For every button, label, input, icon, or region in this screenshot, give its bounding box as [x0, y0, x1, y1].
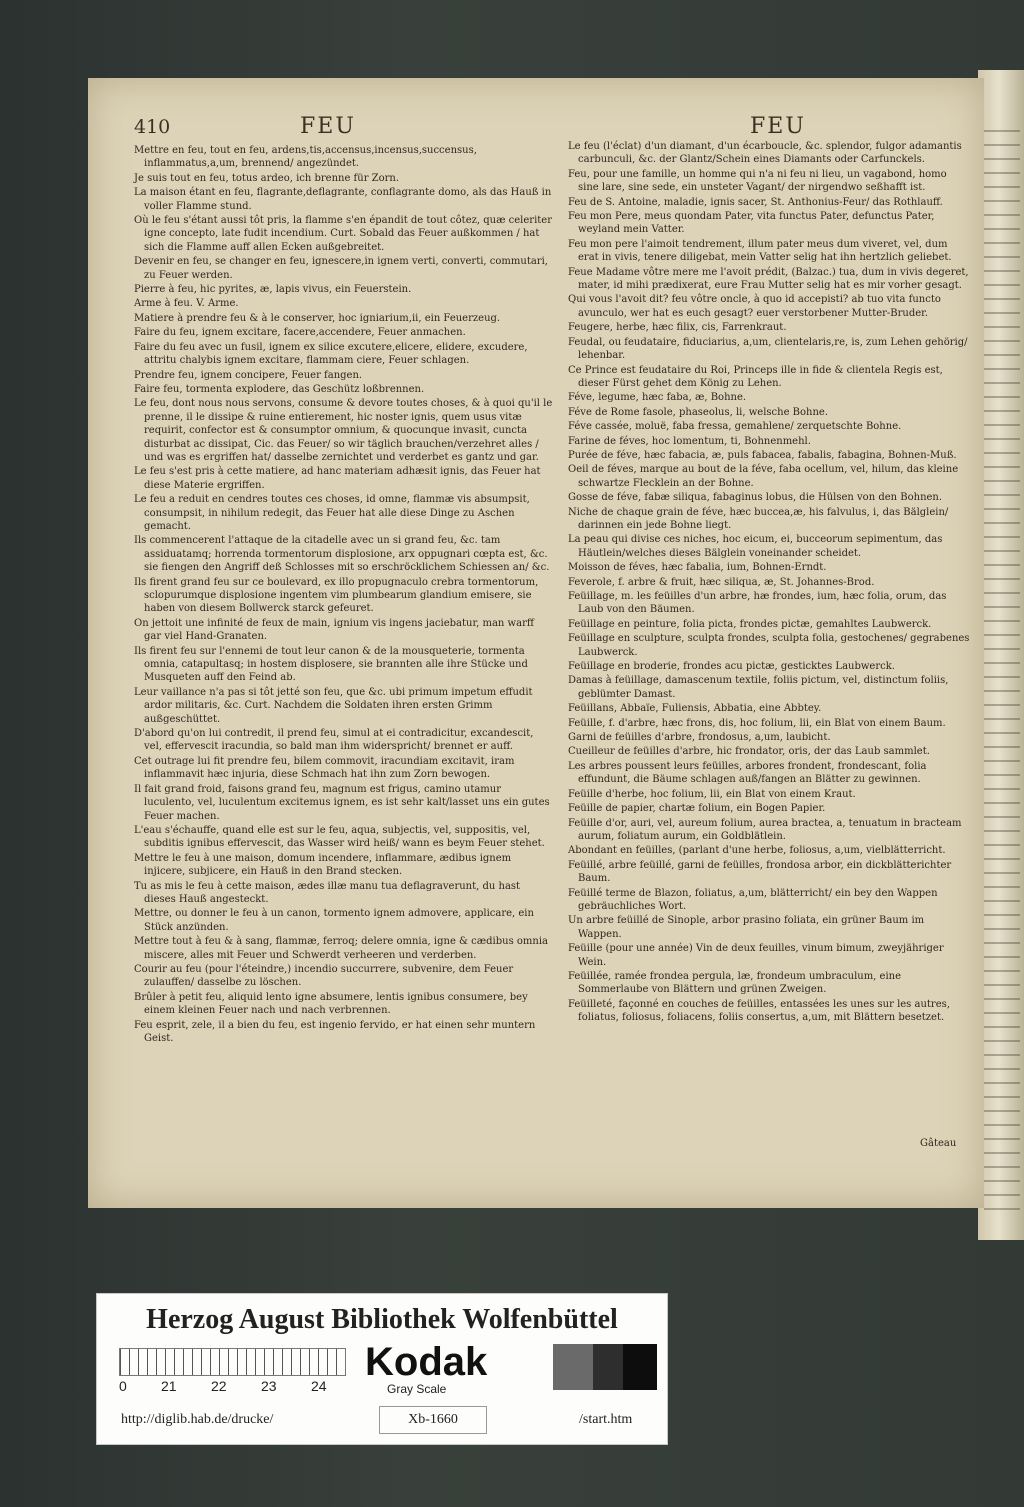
dictionary-entry: Ce Prince est feudataire du Roi, Princeps ille in fide & clientela Regis est, dieser Fürst gehet dem König zu Lehen.	[568, 364, 943, 389]
dictionary-entry: Niche de chaque grain de féve, hæc buccea,æ, his falvulus, i, das Bälglein/ darinnen ein jede Bohne liegt.	[568, 506, 949, 531]
dictionary-entry: D'abord qu'on lui contredit, il prend feu, simul at ei contradicitur, excandescit, vel, effervescit iracundia, so bald man ihm widerspricht/ brennet er auff.	[134, 728, 534, 753]
facing-page-text-edge	[984, 130, 1020, 1210]
dictionary-entry: Feugere, herbe, hæc filix, cis, Farrenkraut.	[568, 322, 787, 334]
dictionary-entry: Le feu a reduit en cendres toutes ces choses, id omne, flammæ vis absumpsit, consumpsit, in nihilum redegit, das Feuer hat alle diese Dinge zu Aschen gemacht.	[134, 494, 530, 532]
ruler-number: 23	[261, 1378, 277, 1394]
dictionary-entry: Feüille d'herbe, hoc folium, lii, ein Blat von einem Kraut.	[568, 788, 856, 800]
dictionary-entry: Purée de féve, hæc fabacia, æ, puls fabacea, fabalis, fabagina, Bohnen-Muß.	[568, 449, 957, 461]
dictionary-entry: Feüillage en peinture, folia picta, frondes pictæ, gemahltes Laubwerck.	[568, 618, 932, 630]
dictionary-entry: Mettre en feu, tout en feu, ardens,tis,accensus,incensus,succensus, inflammatus,a,um, brennend/ angezündet.	[134, 145, 477, 170]
dictionary-entry: Mettre, ou donner le feu à un canon, tormento ignem admovere, applicare, ein Stück anzünden.	[134, 908, 534, 933]
shelfmark: Xb-1660	[379, 1406, 487, 1434]
dictionary-entry: Abondant en feüilles, (parlant d'une herbe, foliosus, a,um, vielblätterricht.	[568, 845, 946, 857]
dictionary-entry: Ils firent feu sur l'ennemi de tout leur canon & de la mousqueterie, tormenta omnia, catapultasq; in hostem displosere, sie brannten alle ihre Stücke und Musqueten auff den Feind ab.	[134, 645, 528, 684]
dictionary-entry: Gosse de féve, fabæ siliqua, fabaginus lobus, die Hülsen von den Bohnen.	[568, 492, 943, 504]
right-column-entries	[568, 140, 970, 1026]
dictionary-entry: Damas à feüillage, damascenum textile, foliis pictum, vel, distinctum foliis, geblümter Damast.	[568, 675, 949, 700]
dictionary-entry: Farine de féves, hoc lomentum, ti, Bohnenmehl.	[568, 435, 811, 447]
gray-patch-dark	[593, 1344, 623, 1390]
dictionary-entry: Feu esprit, zele, il a bien du feu, est ingenio fervido, er hat einen sehr muntern Geist.	[134, 1019, 536, 1044]
dictionary-entry: Moisson de féves, hæc fabalia, ium, Bohnen-Erndt.	[568, 562, 827, 574]
running-head-right: FEU	[750, 114, 806, 139]
dictionary-entry: Féve de Rome fasole, phaseolus, li, welsche Bohne.	[568, 406, 829, 418]
running-head-left: FEU	[300, 114, 356, 139]
dictionary-entry: La peau qui divise ces niches, hoc eicum, ei, bucceorum sepimentum, das Häutlein/welches dieses Bälglein voneinander scheidet.	[568, 534, 943, 559]
dictionary-entry: Feüillée, ramée frondea pergula, læ, frondeum umbraculum, eine Sommerlaube von Blättern und grünen Zweigen.	[568, 970, 902, 996]
dictionary-entry: Feüille, f. d'arbre, hæc frons, dis, hoc folium, lii, ein Blat von einem Baum.	[568, 717, 946, 729]
dictionary-entry: Faire feu, tormenta explodere, das Geschütz loßbrennen.	[134, 383, 425, 395]
dictionary-entry: Feüillans, Abbaïe, Fuliensis, Abbatia, eine Abbtey.	[568, 703, 822, 715]
dictionary-entry: L'eau s'échauffe, quand elle est sur le feu, aqua, subjectis, vel, suppositis, vel, subditis ignibus effervescit, das Wasser wird heiß/ wann es beym Feuer stehet.	[134, 824, 545, 850]
dictionary-entry: Où le feu s'étant aussi tôt pris, la flamme s'en épandit de tout côtez, quæ celeriter igne concepto, late fudit incendium. Curt. Sobald das Feuer außkommen / hat sich die Flamme auff allen Ecken außgebreitet.	[134, 215, 552, 253]
dictionary-entry: Feu, pour une famille, un homme qui n'a ni feu ni lieu, un vagabond, homo sine lare, sine sede, ein unsteter Vagant/ der nirgendwo seßhafft ist.	[568, 168, 947, 194]
dictionary-entry: Courir au feu (pour l'éteindre,) incendio succurrere, subvenire, dem Feuer zulauffen/ dasselbe zu löschen.	[134, 963, 514, 989]
dictionary-entry: Feüillé terme de Blazon, foliatus, a,um, blätterricht/ ein bey den Wappen gebräuchliches Wort.	[568, 887, 938, 912]
dictionary-entry: Leur vaillance n'a pas si tôt jetté son feu, que &c. ubi primum impetum effudit ardor militaris, &c. Curt. Nachdem die Soldaten ihren ersten Grimm außgeschüttet.	[134, 686, 533, 725]
dictionary-entry: Feüille d'or, auri, vel, aureum folium, aurea bractea, a, tenuatum in bracteam aurum, foliatum aurum, ein Goldblätlein.	[568, 817, 962, 842]
dictionary-entry: Un arbre feüillé de Sinople, arbor prasino foliata, ein grüner Baum im Wappen.	[568, 915, 925, 940]
dictionary-entry: Faire du feu, ignem excitare, facere,accendere, Feuer anmachen.	[134, 327, 466, 339]
dictionary-entry: Devenir en feu, se changer en feu, ignescere,in ignem verti, converti, commutari, zu Feuer werden.	[134, 256, 548, 281]
dictionary-entry: Feue Madame vôtre mere me l'avoit prédit, (Balzac.) tua, dum in vivis degeret, mater, id mihi prædixerat, eure Frau Mutter selig hat es mir vorher gesagt.	[568, 266, 969, 292]
dictionary-entry: Brûler à petit feu, aliquid lento igne absumere, lentis ignibus consumere, bey einem kleinen Feuer nach und nach verbrennen.	[134, 991, 528, 1017]
library-color-card	[96, 1293, 668, 1445]
ruler-number: 24	[311, 1378, 327, 1394]
dictionary-entry: Feüilleté, façonné en couches de feüilles, entassées les unes sur les autres, foliatus, foliosus, foliacens, foliis consertus, a,um, mit Blättern besetzet.	[568, 998, 950, 1024]
dictionary-entry: Feu mon Pere, meus quondam Pater, vita functus Pater, defunctus Pater, weyland mein Vatter.	[568, 211, 935, 236]
dictionary-entry: Feüillage en broderie, frondes acu pictæ, gesticktes Laubwerck.	[568, 661, 895, 673]
gray-patch-black	[623, 1344, 657, 1390]
dictionary-entry: Faire du feu avec un fusil, ignem ex silice excutere,elicere, elidere, excudere, attritu chalybis ignem excitare, flammam ciere, Feuer schlagen.	[134, 341, 528, 367]
dictionary-entry: Feüille de papier, chartæ folium, ein Bogen Papier.	[568, 803, 826, 815]
ruler-number: 22	[211, 1378, 227, 1394]
dictionary-entry: Il fait grand froid, faisons grand feu, magnum est frigus, camino utamur luculento, vel, luculentum excitemus ignem, es ist sehr kalt/lasset uns ein gutes Feuer machen.	[134, 783, 550, 822]
dictionary-entry: Féve, legume, hæc faba, æ, Bohne.	[568, 392, 747, 404]
dictionary-entry: Mettre le feu à une maison, domum incendere, inflammare, ædibus ignem injicere, subjicere, ein Hauß in den Brand stecken.	[134, 852, 512, 878]
url-right: /start.htm	[579, 1412, 633, 1427]
gray-scale-label: Gray Scale	[387, 1382, 447, 1396]
left-column-entries	[134, 144, 554, 1046]
dictionary-entry: Cet outrage lui fit prendre feu, bilem commovit, iracundiam excitavit, iram inflammavit hæc injuria, diese Schmach hat ihn zum Zorn bewogen.	[134, 755, 515, 781]
dictionary-entry: Garni de feüilles d'arbre, frondosus, a,um, laubicht.	[568, 732, 831, 744]
dictionary-entry: Feudal, ou feudataire, fiduciarius, a,um, clientelaris,re, is, zum Lehen gehörig/ lehenbar.	[568, 336, 968, 362]
dictionary-entry: Feüille (pour une année) Vin de deux feuilles, vinum bimum, zweyjähriger Wein.	[568, 943, 944, 968]
dictionary-entry: Qui vous l'avoit dit? feu vôtre oncle, à quo id accepisti? ab tuo vita functo avunculo, wer hat es euch gesagt? euer verstorbener Mutter-Bruder.	[568, 294, 941, 319]
dictionary-entry: On jettoit une infinité de feux de main, ignium vis ingens jaciebatur, man warff gar viel Hand-Granaten.	[134, 617, 534, 643]
dictionary-entry: Feverole, f. arbre & fruit, hæc siliqua, æ, St. Johannes-Brod.	[568, 576, 875, 588]
dictionary-entry: Prendre feu, ignem concipere, Feuer fangen.	[134, 369, 363, 381]
dictionary-entry: Matiere à prendre feu & à le conserver, hoc igniarium,ii, ein Feuerzeug.	[134, 312, 501, 324]
gray-patch-mid	[553, 1344, 593, 1390]
dictionary-entry: Feüillé, arbre feüillé, garni de feüilles, frondosa arbor, ein dickblätterichter Baum.	[568, 859, 952, 885]
dictionary-entry: La maison étant en feu, flagrante,deflagrante, conflagrante domo, als das Hauß in voller Flamme stund.	[134, 187, 552, 212]
dictionary-entry: Ils firent grand feu sur ce boulevard, ex illo propugnaculo crebra tormentorum, sclopurumque displosione ingentem vim plumbearum glandium emisere, sie haben von diesem Bollwerck starck gefeuret.	[134, 576, 539, 615]
dictionary-entry: Ils commencerent l'attaque de la citadelle avec un si grand feu, &c. tam assiduatamq; horrenda tormentorum displosione, arx oppugnari cœpta est, &c. sie fiengen den Angriff deß Schlosses mit so erschröcklichem Schiessen an/ &c.	[134, 535, 550, 574]
dictionary-entry: Tu as mis le feu à cette maison, ædes illæ manu tua deflagraverunt, du hast dieses Hauß angesteckt.	[134, 880, 521, 905]
dictionary-entry: Le feu (l'éclat) d'un diamant, d'un écarboucle, &c. splendor, fulgor adamantis carbunculi, &c. der Glantz/Schein eines Diamants oder Carfunckels.	[568, 141, 962, 166]
dictionary-entry: Le feu, dont nous nous servons, consume & devore toutes choses, & à quoi qu'il le prenne, il le dissipe & ruine entierement, hic noster ignis, quem usus vitæ requirit, confector est & consumptor omnium, & quocunque invasit, cuncta disturbat ac dissipat, Cic. das Feuer/ so wir täglich brauchen/verzehret alles / und was es ergriffen hat/ dasselbe zernichtet und verderbet es gantz und gar.	[134, 398, 553, 463]
dictionary-entry: Feu de S. Antoine, maladie, ignis sacer, St. Anthonius-Feur/ das Rothlauff.	[568, 196, 943, 208]
dictionary-entry: Je suis tout en feu, totus ardeo, ich brenne für Zorn.	[134, 172, 400, 184]
dictionary-entry: Pierre à feu, hic pyrites, æ, lapis vivus, ein Feuerstein.	[134, 284, 412, 296]
dictionary-entry: Feüillage, m. les feüilles d'un arbre, hæ frondes, ium, hæc folia, orum, das Laub von den Bäumen.	[568, 591, 947, 616]
dictionary-entry: Féve cassée, moluë, faba fressa, gemahlene/ zerquetschte Bohne.	[568, 421, 902, 433]
dictionary-entry: Arme à feu. V. Arme.	[134, 298, 239, 310]
catchword: Gâteau	[920, 1138, 957, 1149]
url-left: http://diglib.hab.de/drucke/	[121, 1412, 274, 1427]
library-title: Herzog August Bibliothek Wolfenbüttel	[146, 1304, 618, 1335]
dictionary-entry: Cueilleur de feüilles d'arbre, hic frondator, oris, der das Laub sammlet.	[568, 746, 930, 758]
ruler-scale	[119, 1348, 346, 1376]
dictionary-entry: Oeil de féves, marque au bout de la féve, faba ocellum, vel, hilum, das kleine schwartze Flecklein an der Bohne.	[568, 464, 959, 489]
dictionary-entry: Mettre tout à feu & à sang, flammæ, ferroq; delere omnia, igne & cædibus omnia miscere, alles mit Feuer und Schwerdt verheeren und verderben.	[134, 936, 548, 961]
ruler-number: 21	[161, 1378, 177, 1394]
dictionary-entry: Le feu s'est pris à cette matiere, ad hanc materiam adhæsit ignis, das Feuer hat diese Materie ergriffen.	[134, 466, 541, 491]
kodak-logo: Kodak	[365, 1340, 488, 1384]
ruler-number: 0	[119, 1378, 127, 1394]
page-number: 410	[134, 116, 171, 138]
dictionary-entry: Feüillage en sculpture, sculpta frondes, sculpta folia, gestochenes/ gegrabenes Laubwerck.	[568, 633, 970, 658]
dictionary-entry: Feu mon pere l'aimoit tendrement, illum pater meus dum viveret, vel, dum erat in vivis, tenere diligebat, mein Vatter selig hat ihn hertzlich geliebet.	[568, 238, 952, 264]
dictionary-entry: Les arbres poussent leurs feüilles, arbores frondent, frondescant, folia effundunt, die Bäume schlagen auß/fangen an Blätter zu gewinnen.	[568, 760, 927, 786]
